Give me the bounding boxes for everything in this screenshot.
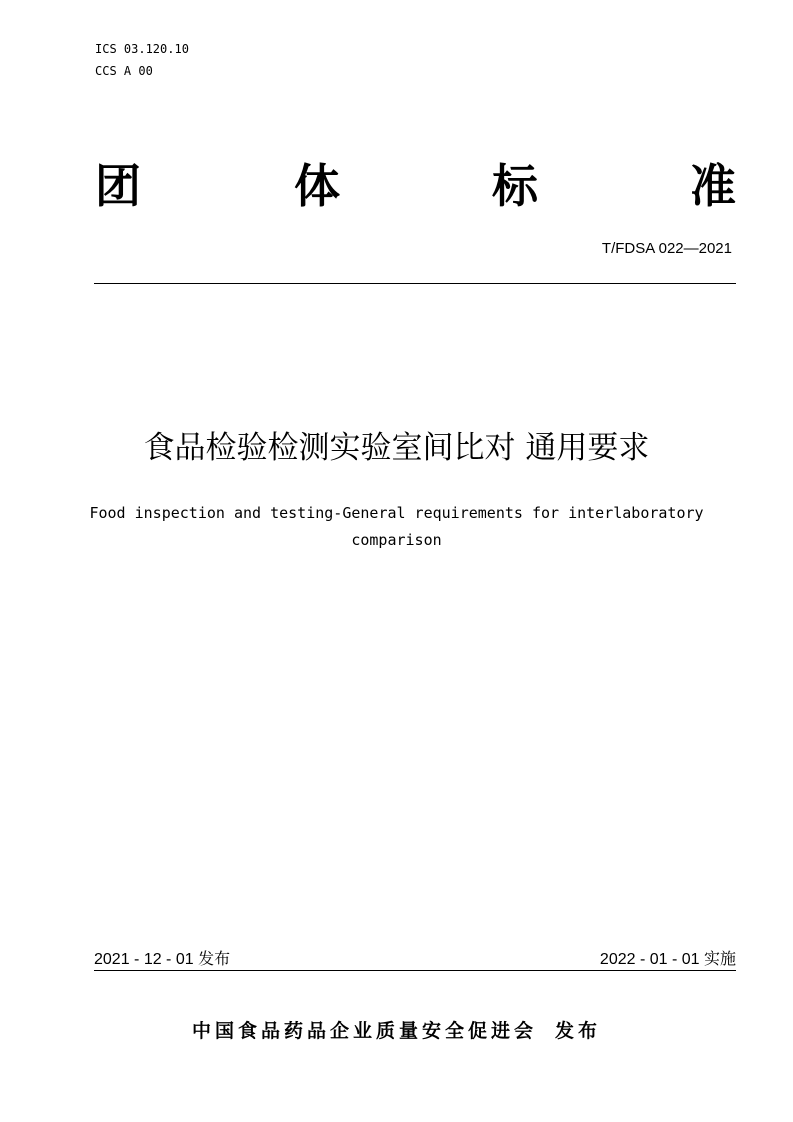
standard-type-char-2: 体 (294, 159, 340, 213)
ics-code: ICS 03.120.10 (95, 42, 189, 56)
issuer-action: 发布 (555, 1020, 602, 1042)
issuer (0, 1018, 793, 1044)
standard-type-char-3: 标 (492, 159, 538, 213)
standard-type-char-1: 团 (95, 159, 141, 213)
classification-codes (95, 38, 189, 82)
publish-date: 2021 - 12 - 01 发布 (94, 951, 231, 968)
title-english (40, 500, 753, 554)
title-english-line-1: Food inspection and testing-General requirements for interlaboratory (89, 504, 704, 522)
title-english-line-2: comparison (351, 531, 442, 549)
title-chinese: 食品检验检测实验室间比对 通用要求 (143, 430, 650, 466)
footer-divider (94, 970, 736, 971)
implementation-date: 2022 - 01 - 01 实施 (599, 951, 736, 968)
standard-number: T/FDSA 022—2021 (601, 240, 732, 257)
issuer-name: 中国食品药品企业质量安全促进会 (191, 1020, 537, 1042)
standard-type-char-4: 准 (690, 159, 736, 213)
ccs-code: CCS A 00 (95, 64, 153, 78)
header-divider (94, 283, 736, 284)
